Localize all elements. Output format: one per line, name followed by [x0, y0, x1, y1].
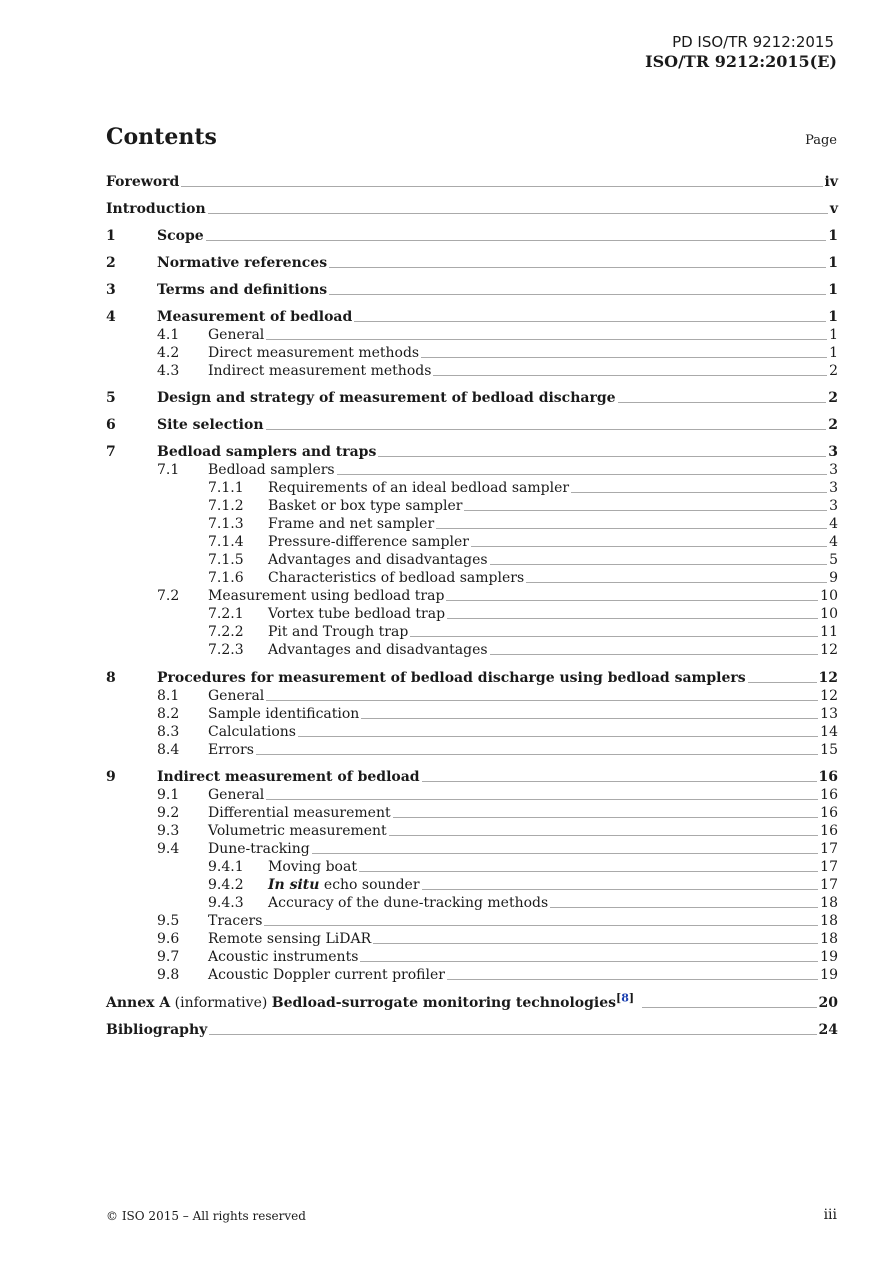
leader-dots	[359, 871, 818, 872]
toc-entry-page: 17	[820, 859, 838, 875]
toc-entry-title: Vortex tube bedload trap	[268, 606, 446, 622]
toc-entry-number: 7.2	[157, 588, 180, 604]
toc-entry-6[interactable]	[106, 415, 838, 435]
toc-entry-page: 9	[829, 570, 838, 586]
toc-entry-8-4[interactable]	[106, 740, 838, 760]
leader-dots	[266, 799, 818, 800]
leader-dots	[264, 925, 818, 926]
toc-entry-page: 2	[828, 390, 838, 406]
toc-entry-title	[106, 993, 640, 1013]
citation-ref-number: 8	[621, 991, 629, 1005]
toc-entry-title: Moving boat	[268, 859, 357, 875]
toc-entry-7-1-1[interactable]	[106, 478, 838, 498]
toc-entry-title: Accuracy of the dune-tracking methods	[268, 895, 549, 911]
toc-entry-number: 8.2	[157, 706, 180, 722]
toc-entry-7-1-4[interactable]	[106, 532, 838, 552]
toc-entry-title: Pressure-difference sampler	[268, 534, 469, 550]
toc-entry-number: 7.1.2	[208, 498, 244, 514]
leader-dots	[447, 979, 818, 980]
footer-copyright: © ISO 2015 – All rights reserved	[106, 1209, 306, 1223]
leader-dots	[256, 754, 818, 755]
toc-entry-title: Introduction	[106, 201, 206, 217]
annex-qualifier: (informative)	[170, 995, 272, 1011]
toc-entry-number: 7.1.6	[208, 570, 244, 586]
toc-entry-9-6[interactable]	[106, 929, 838, 949]
toc-entry-number: 6	[106, 417, 116, 433]
toc-entry-title: Advantages and disadvantages	[268, 642, 488, 658]
toc-entry-number: 1	[106, 228, 116, 244]
toc-entry-page: 18	[820, 931, 838, 947]
toc-entry-title: Tracers	[208, 913, 263, 929]
toc-entry-9-7[interactable]	[106, 947, 838, 967]
toc-entry-9-4-1[interactable]	[106, 857, 838, 877]
leader-dots	[266, 339, 827, 340]
toc-entry-page: 16	[820, 787, 838, 803]
toc-entry-number: 7.1.5	[208, 552, 244, 568]
toc-entry-page: 3	[829, 480, 838, 496]
toc-entry-page: 1	[828, 309, 838, 325]
toc-entry-number: 9.1	[157, 787, 180, 803]
toc-entry-8[interactable]	[106, 668, 838, 688]
toc-entry-page: 2	[829, 363, 838, 379]
leader-dots	[433, 375, 827, 376]
toc-entry-title: Calculations	[208, 724, 296, 740]
toc-entry-number: 9.6	[157, 931, 180, 947]
leader-dots	[436, 528, 827, 529]
toc-entry-3[interactable]	[106, 280, 838, 300]
leader-dots	[422, 889, 819, 890]
toc-entry-title: Requirements of an ideal bedload sampler	[268, 480, 570, 496]
toc-entry-title: Direct measurement methods	[208, 345, 420, 361]
toc-entry-number: 4.3	[157, 363, 180, 379]
toc-entry-title: Acoustic Doppler current profiler	[208, 967, 445, 983]
toc-entry-7-2-2[interactable]	[106, 622, 838, 642]
toc-entry-page: 14	[820, 724, 838, 740]
leader-dots	[354, 321, 826, 322]
toc-entry-page: 1	[828, 255, 838, 271]
leader-dots	[642, 1007, 816, 1008]
toc-entry-1[interactable]	[106, 226, 838, 246]
leader-dots	[206, 240, 827, 241]
toc-entry-number: 8.4	[157, 742, 180, 758]
leader-dots	[748, 682, 817, 683]
toc-entry-number: 9.3	[157, 823, 180, 839]
page-column-label: Page	[805, 133, 837, 148]
toc-entry-title: Indirect measurement of bedload	[157, 769, 420, 785]
toc-entry-page: 3	[829, 462, 838, 478]
toc-entry-page: 16	[820, 823, 838, 839]
toc-entry-page: 15	[820, 742, 838, 758]
toc-entry-title: Characteristics of bedload samplers	[268, 570, 525, 586]
toc-entry-page: 19	[820, 967, 838, 983]
toc-entry-title: Volumetric measurement	[208, 823, 387, 839]
toc-entry-7-1-6[interactable]	[106, 568, 838, 588]
toc-entry-page: 17	[820, 841, 838, 857]
toc-entry-page: 18	[820, 895, 838, 911]
toc-entry-page: 3	[829, 498, 838, 514]
toc-entry-9-4-2[interactable]	[106, 875, 838, 895]
toc-entry-title: General	[208, 327, 265, 343]
leader-dots	[490, 654, 819, 655]
leader-dots	[526, 582, 827, 583]
toc-entry-page: 12	[818, 670, 838, 686]
toc-entry-4-2[interactable]	[106, 343, 838, 363]
toc-entry-9-3[interactable]	[106, 821, 838, 841]
leader-dots	[208, 213, 828, 214]
toc-entry-page: 19	[820, 949, 838, 965]
toc-entry-5[interactable]	[106, 388, 838, 408]
toc-entry-number: 9.5	[157, 913, 180, 929]
toc-entry-4[interactable]	[106, 307, 838, 327]
toc-entry-number: 8.1	[157, 688, 180, 704]
toc-entry-page: 1	[829, 327, 838, 343]
leader-dots	[393, 817, 819, 818]
toc-entry-number: 4.1	[157, 327, 180, 343]
toc-entry-number: 5	[106, 390, 116, 406]
toc-entry-bibliography[interactable]	[106, 1020, 838, 1040]
toc-entry-foreword[interactable]	[106, 172, 838, 192]
leader-dots	[181, 186, 822, 187]
toc-entry-number: 9	[106, 769, 116, 785]
toc-entry-title: General	[208, 688, 265, 704]
header-standard-id: ISO/TR 9212:2015(E)	[645, 52, 837, 71]
toc-entry-number: 7.1.1	[208, 480, 244, 496]
toc-entry-number: 8.3	[157, 724, 180, 740]
toc-entry-number: 4.2	[157, 345, 180, 361]
toc-entry-number: 9.4.2	[208, 877, 244, 893]
toc-entry-page: v	[829, 201, 838, 217]
toc-entry-number: 9.4.1	[208, 859, 244, 875]
toc-entry-title: Indirect measurement methods	[208, 363, 432, 379]
header-document-id: PD ISO/TR 9212:2015	[672, 33, 834, 51]
toc-entry-title: Bibliography	[106, 1022, 208, 1038]
toc-entry-page: 1	[828, 282, 838, 298]
toc-entry-title: Sample identification	[208, 706, 360, 722]
toc-entry-9-2[interactable]	[106, 803, 838, 823]
toc-entry-title: Acoustic instruments	[208, 949, 359, 965]
leader-dots	[266, 700, 818, 701]
toc-entry-9-4[interactable]	[106, 839, 838, 859]
toc-entry-title: Scope	[157, 228, 204, 244]
toc-entry-title: Dune-tracking	[208, 841, 310, 857]
toc-entry-number: 7.2.2	[208, 624, 244, 640]
toc-entry-page: 18	[820, 913, 838, 929]
toc-entry-title: Measurement using bedload trap	[208, 588, 445, 604]
toc-entry-page: 24	[818, 1022, 838, 1038]
toc-entry-page: 4	[829, 516, 838, 532]
toc-entry-number: 7	[106, 444, 116, 460]
leader-dots	[490, 564, 827, 565]
toc-entry-page: 5	[829, 552, 838, 568]
toc-entry-title-italic: In situ	[268, 877, 320, 893]
toc-entry-number: 7.1	[157, 462, 180, 478]
leader-dots	[361, 718, 818, 719]
annex-label: Annex A	[106, 995, 171, 1011]
toc-entry-9-1[interactable]	[106, 785, 838, 805]
leader-dots	[337, 474, 827, 475]
toc-entry-page: 12	[820, 688, 838, 704]
toc-entry-title: Design and strategy of measurement of bedload discharge	[157, 390, 616, 406]
toc-entry-number: 7.2.1	[208, 606, 244, 622]
toc-entry-title: Measurement of bedload	[157, 309, 353, 325]
leader-dots	[550, 907, 818, 908]
contents-heading: Contents	[106, 124, 217, 150]
leader-dots	[471, 546, 827, 547]
toc-entry-page: 10	[820, 588, 838, 604]
leader-dots	[410, 636, 818, 637]
toc-entry-7-1-2[interactable]	[106, 496, 838, 516]
toc-entry-title: Differential measurement	[208, 805, 391, 821]
leader-dots	[447, 618, 818, 619]
toc-entry-page: 12	[820, 642, 838, 658]
toc-entry-introduction[interactable]	[106, 199, 838, 219]
toc-entry-7-1-5[interactable]	[106, 550, 838, 570]
toc-entry-page: 1	[829, 345, 838, 361]
toc-entry-7-2-3[interactable]	[106, 640, 838, 660]
leader-dots	[446, 600, 818, 601]
leader-dots	[329, 294, 826, 295]
leader-dots	[298, 736, 818, 737]
toc-entry-page: 4	[829, 534, 838, 550]
citation-ref-open: [	[616, 991, 622, 1005]
toc-entry-page: 13	[820, 706, 838, 722]
toc-entry-7-1-3[interactable]	[106, 514, 838, 534]
toc-entry-4-3[interactable]	[106, 361, 838, 381]
leader-dots	[266, 429, 827, 430]
toc-entry-number: 8	[106, 670, 116, 686]
toc-entry-number: 9.2	[157, 805, 180, 821]
toc-entry-8-1[interactable]	[106, 686, 838, 706]
footer-page-number: iii	[823, 1207, 837, 1223]
toc-entry-9[interactable]	[106, 767, 838, 787]
leader-dots	[329, 267, 826, 268]
toc-entry-9-4-3[interactable]	[106, 893, 838, 913]
toc-entry-annex-a[interactable]	[106, 993, 838, 1013]
toc-entry-title: Site selection	[157, 417, 264, 433]
toc-entry-7[interactable]	[106, 442, 838, 462]
leader-dots	[618, 402, 827, 403]
toc-entry-title: General	[208, 787, 265, 803]
toc-entry-number: 2	[106, 255, 116, 271]
toc-entry-title: Frame and net sampler	[268, 516, 435, 532]
toc-entry-page: 11	[820, 624, 838, 640]
leader-dots	[464, 510, 827, 511]
toc-entry-title: Bedload samplers	[208, 462, 335, 478]
leader-dots	[422, 781, 817, 782]
citation-ref[interactable]	[616, 991, 634, 1004]
toc-entry-number: 7.1.4	[208, 534, 244, 550]
toc-entry-title: Normative references	[157, 255, 328, 271]
toc-entry-7-1[interactable]	[106, 460, 838, 480]
toc-entry-title: Foreword	[106, 174, 180, 190]
toc-entry-8-2[interactable]	[106, 704, 838, 724]
toc-entry-title: Remote sensing LiDAR	[208, 931, 372, 947]
leader-dots	[312, 853, 818, 854]
leader-dots	[360, 961, 818, 962]
toc-entry-page: 10	[820, 606, 838, 622]
toc-entry-title-rest: echo sounder	[319, 877, 420, 893]
toc-entry-8-3[interactable]	[106, 722, 838, 742]
toc-entry-page: 1	[828, 228, 838, 244]
toc-entry-page: 16	[818, 769, 838, 785]
citation-ref-close: ]	[628, 991, 635, 1005]
toc-entry-page: 2	[828, 417, 838, 433]
toc-entry-title: Bedload samplers and traps	[157, 444, 377, 460]
toc-entry-9-8[interactable]	[106, 965, 838, 985]
toc-entry-title: Basket or box type sampler	[268, 498, 463, 514]
toc-entry-number: 4	[106, 309, 116, 325]
toc-entry-page: 3	[828, 444, 838, 460]
toc-entry-number: 9.7	[157, 949, 180, 965]
annex-title: Bedload-surrogate monitoring technologies	[271, 995, 617, 1011]
toc-entry-9-5[interactable]	[106, 911, 838, 931]
leader-dots	[421, 357, 827, 358]
leader-dots	[209, 1034, 816, 1035]
toc-entry-number: 7.1.3	[208, 516, 244, 532]
toc-entry-page: iv	[824, 174, 838, 190]
toc-entry-title: Procedures for measurement of bedload discharge using bedload samplers	[157, 670, 746, 686]
toc-entry-page: 17	[820, 877, 838, 893]
leader-dots	[571, 492, 827, 493]
toc-entry-title: Advantages and disadvantages	[268, 552, 488, 568]
toc-entry-7-2[interactable]	[106, 586, 838, 606]
toc-entry-2[interactable]	[106, 253, 838, 273]
toc-entry-number: 9.8	[157, 967, 180, 983]
toc-entry-4-1[interactable]	[106, 325, 838, 345]
toc-entry-number: 7.2.3	[208, 642, 244, 658]
toc-entry-page: 16	[820, 805, 838, 821]
toc-entry-number: 9.4	[157, 841, 180, 857]
leader-dots	[378, 456, 826, 457]
toc-entry-title	[268, 875, 420, 895]
toc-entry-title: Terms and definitions	[157, 282, 328, 298]
toc-entry-number: 3	[106, 282, 116, 298]
toc-entry-number: 9.4.3	[208, 895, 244, 911]
toc-entry-title: Pit and Trough trap	[268, 624, 409, 640]
toc-entry-7-2-1[interactable]	[106, 604, 838, 624]
leader-dots	[389, 835, 818, 836]
toc-entry-title: Errors	[208, 742, 254, 758]
toc-entry-page: 20	[818, 995, 838, 1011]
leader-dots	[373, 943, 818, 944]
